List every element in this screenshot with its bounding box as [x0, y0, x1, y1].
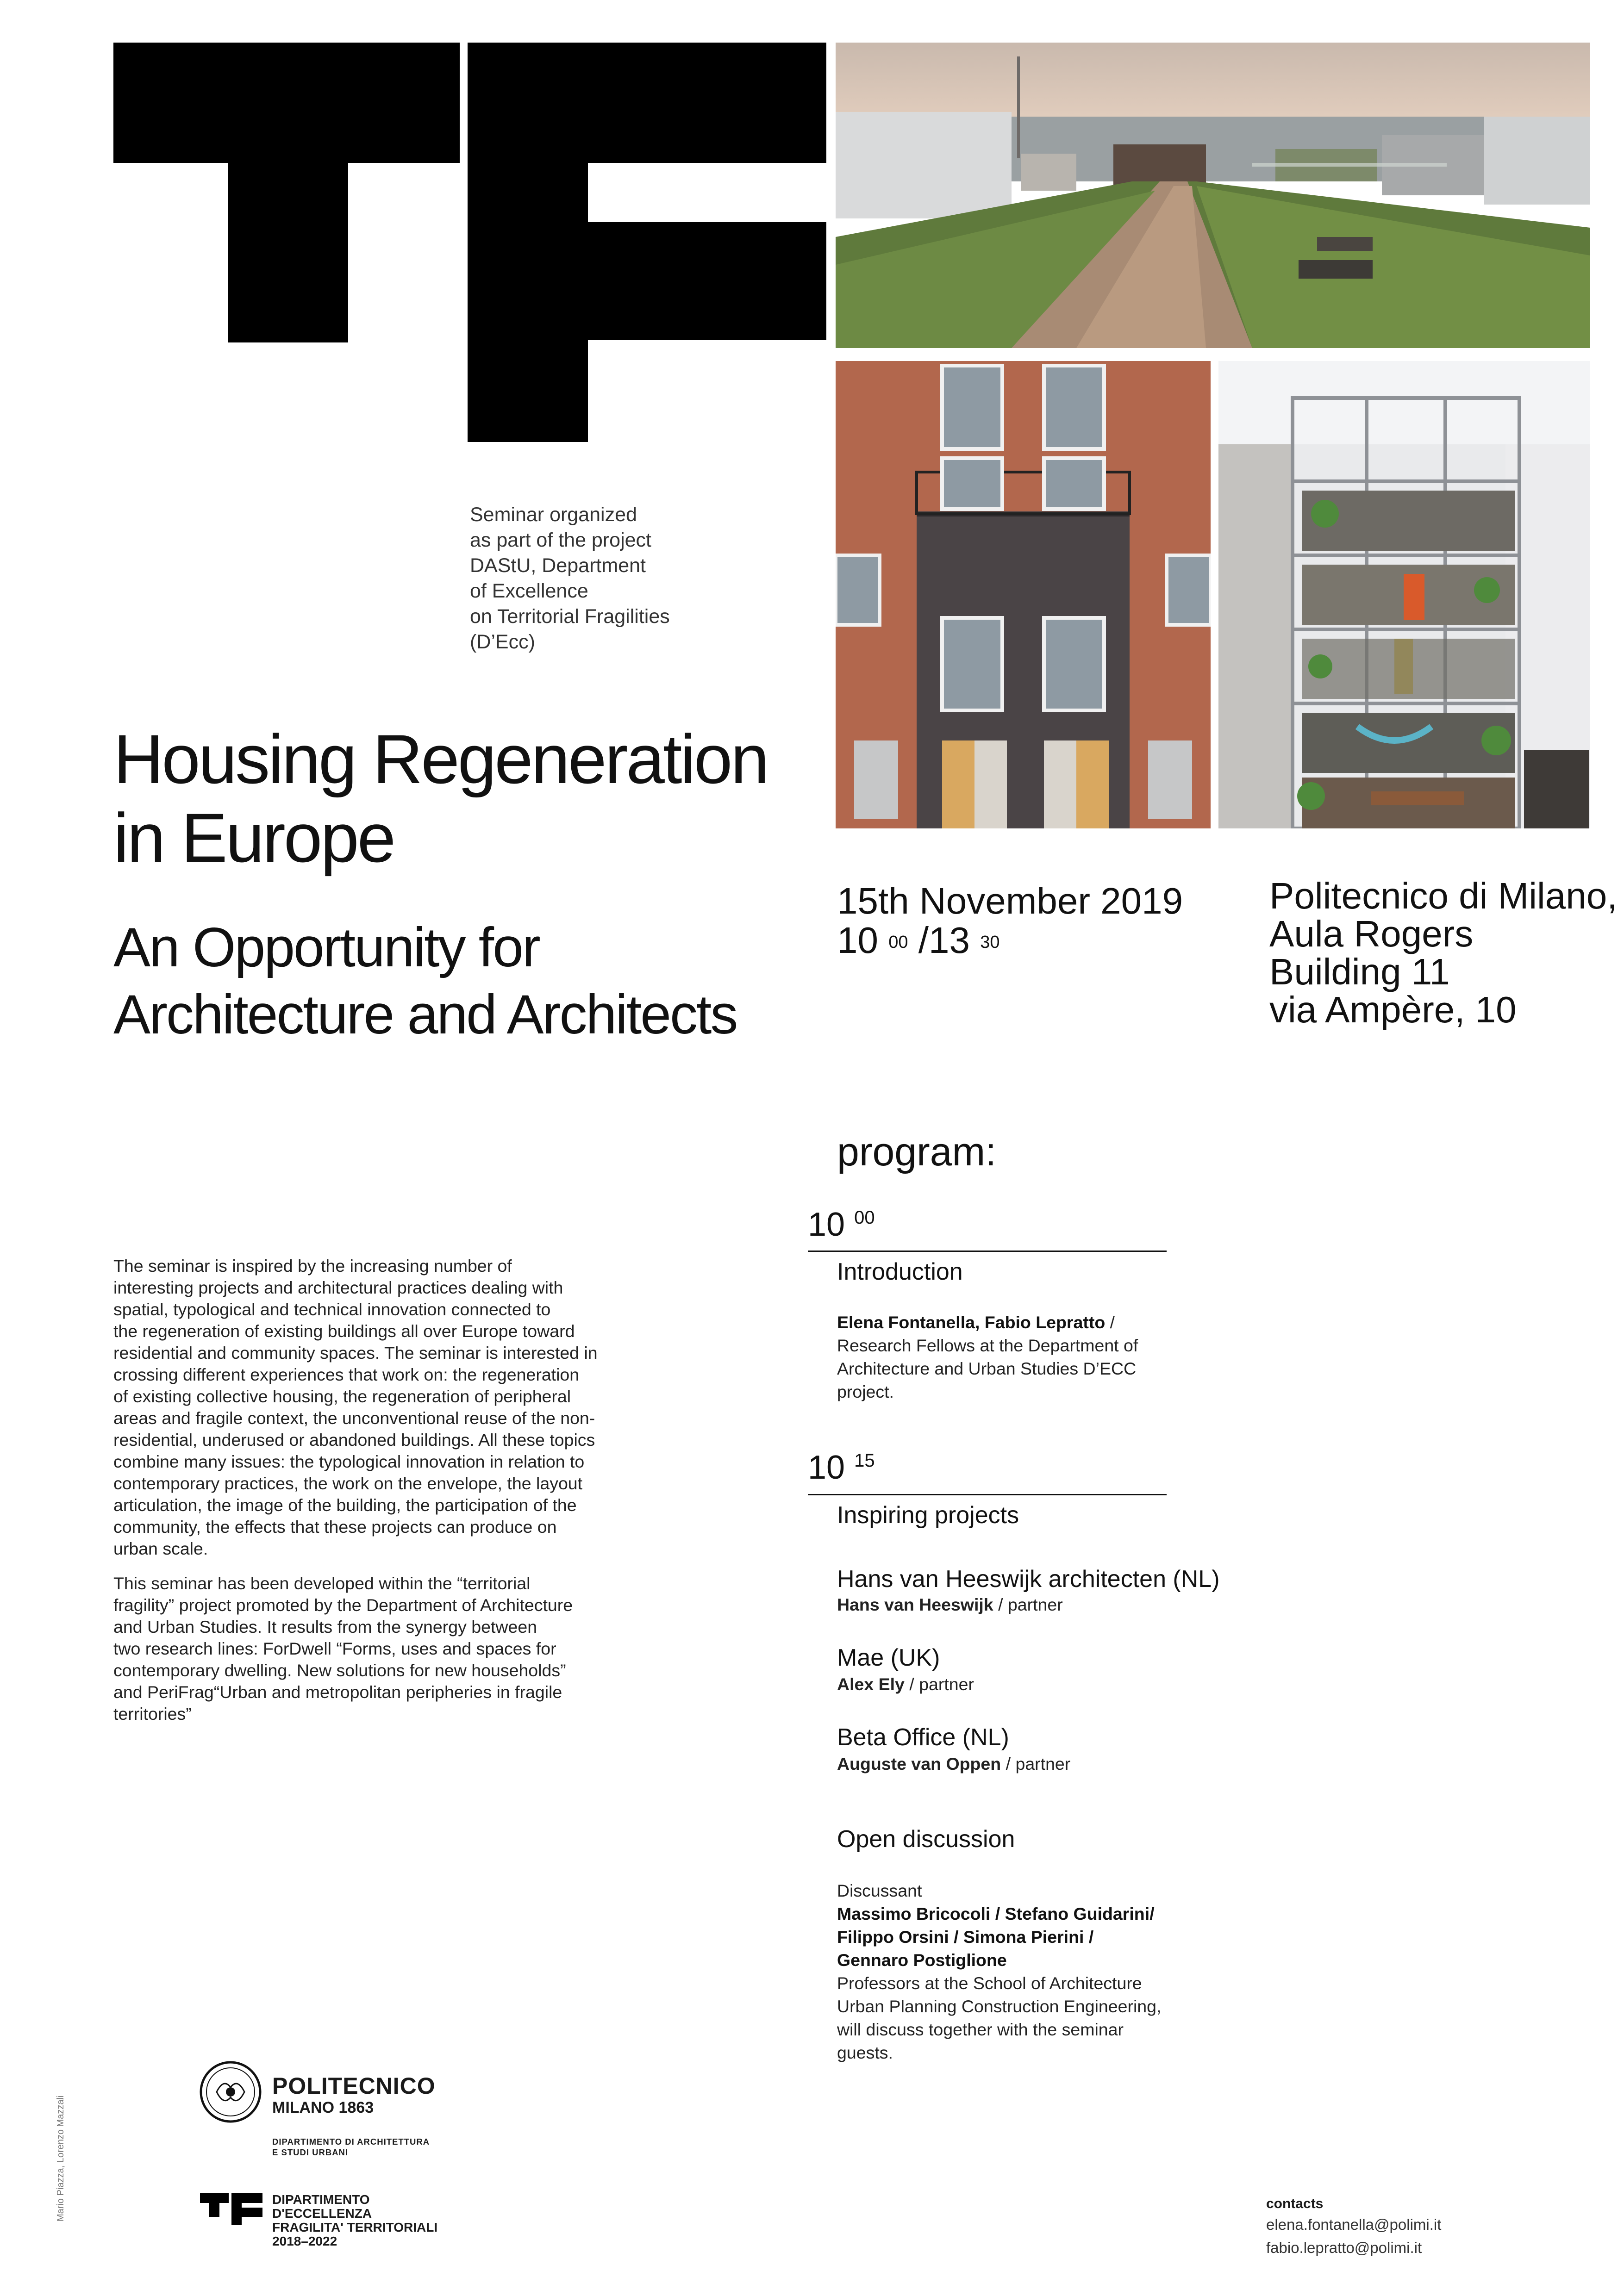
divider-rule [808, 1494, 1167, 1495]
event-date: 15th November 2019 [837, 880, 1183, 921]
project-name: Beta Office (NL) [837, 1724, 1009, 1751]
event-venue: Politecnico di Milano, Aula Rogers Building 11 via Ampère, 10 [1269, 875, 1618, 1030]
tf-logo-t-stem [228, 157, 348, 342]
event-time: 10 $^{00}$ /13 $^{30}$ [837, 920, 1000, 961]
tf-logo-f-stem [468, 157, 588, 442]
decc-label: DIPARTIMENTO D'ECCELLENZA FRAGILITA' TERRITORIALI 2018–2022 [272, 2192, 438, 2248]
slot-time-intro: 10 $^{00}$ [808, 1206, 875, 1243]
contacts-heading: contacts [1266, 2196, 1324, 2211]
contact-email[interactable]: fabio.lepratto@polimi.it [1266, 2239, 1422, 2256]
project-name: Hans van Heeswijk architecten (NL) [837, 1566, 1220, 1593]
brick-townhouse-photo [836, 361, 1211, 828]
rooftop-garden-photo [836, 43, 1590, 348]
page-title: Housing Regeneration in Europe [113, 720, 768, 877]
program-heading: program: [837, 1130, 997, 1174]
tf-logo-f-top [468, 43, 826, 163]
politecnico-name: POLITECNICO [272, 2073, 436, 2099]
politecnico-subtitle: MILANO 1863 [272, 2099, 374, 2116]
discussion-details: Discussant Massimo Bricocoli / Stefano Guidarini/ Filippo Orsini / Simona Pierini / Gennaro Postiglione Professors at the School of Architecture Urban Planning Construction Engineering, will discuss together with the seminar guests. [837, 1881, 1162, 2062]
politecnico-seal-logo [198, 2060, 263, 2124]
balcony-facade-photo [1218, 361, 1590, 828]
tf-small-logo [200, 2193, 262, 2225]
contact-email[interactable]: elena.fontanella@polimi.it [1266, 2216, 1442, 2233]
tf-logo-t-bar [113, 43, 460, 163]
slot-label-projects: Inspiring projects [837, 1502, 1019, 1529]
page-subtitle: An Opportunity for Architecture and Architects [113, 916, 737, 1045]
description-paragraph: This seminar has been developed within the “territorial fragility” project promoted by the Department of Architecture and Urban Studies. It results from the synergy between two research lines: ForDwell “Forms, uses and spaces for contemporary dwelling. New solutions for new households” and PeriFrag“Urban and metropolitan peripheries in fragile territories” [113, 1574, 573, 1724]
intro-speakers: Elena Fontanella, Fabio Lepratto / Research Fellows at the Department of Architecture and Urban Studies D’ECC project. [837, 1313, 1138, 1401]
project-person: Auguste van Oppen / partner [837, 1754, 1071, 1773]
project-person: Alex Ely / partner [837, 1674, 974, 1694]
design-credit: Mario Piazza, Lorenzo Mazzali [56, 2095, 66, 2221]
slot-time-projects: 10 $^{15}$ [808, 1449, 875, 1486]
project-name: Mae (UK) [837, 1644, 940, 1671]
slot-label-intro: Introduction [837, 1258, 963, 1285]
tf-logo-f-middle [586, 222, 826, 340]
slot-label-discussion: Open discussion [837, 1826, 1015, 1853]
seminar-note: Seminar organized as part of the project DAStU, Department of Excellence on Territorial Fragilities (D’Ecc) [470, 504, 670, 653]
dastu-label: DIPARTIMENTO DI ARCHITETTURA E STUDI URBANI [272, 2137, 430, 2157]
divider-rule [808, 1251, 1167, 1252]
description-paragraph: The seminar is inspired by the increasing number of interesting projects and architectural practices dealing with spatial, typological and technical innovation connected to the regeneration of existing buildings all over Europe toward residential and community spaces. The seminar is interested in crossing different experiences that work on: the regeneration of existing collective housing, the regeneration of peripheral areas and fragile context, the unconventional reuse of the non- residential, underused or abandoned buildings. All these topics combine many issues: the typological innovation in relation to contemporary practices, the work on the envelope, the layout articulation, the image of the building, the participation of the community, the effects that these projects can produce on urban scale. [113, 1256, 598, 1558]
project-person: Hans van Heeswijk / partner [837, 1595, 1063, 1614]
